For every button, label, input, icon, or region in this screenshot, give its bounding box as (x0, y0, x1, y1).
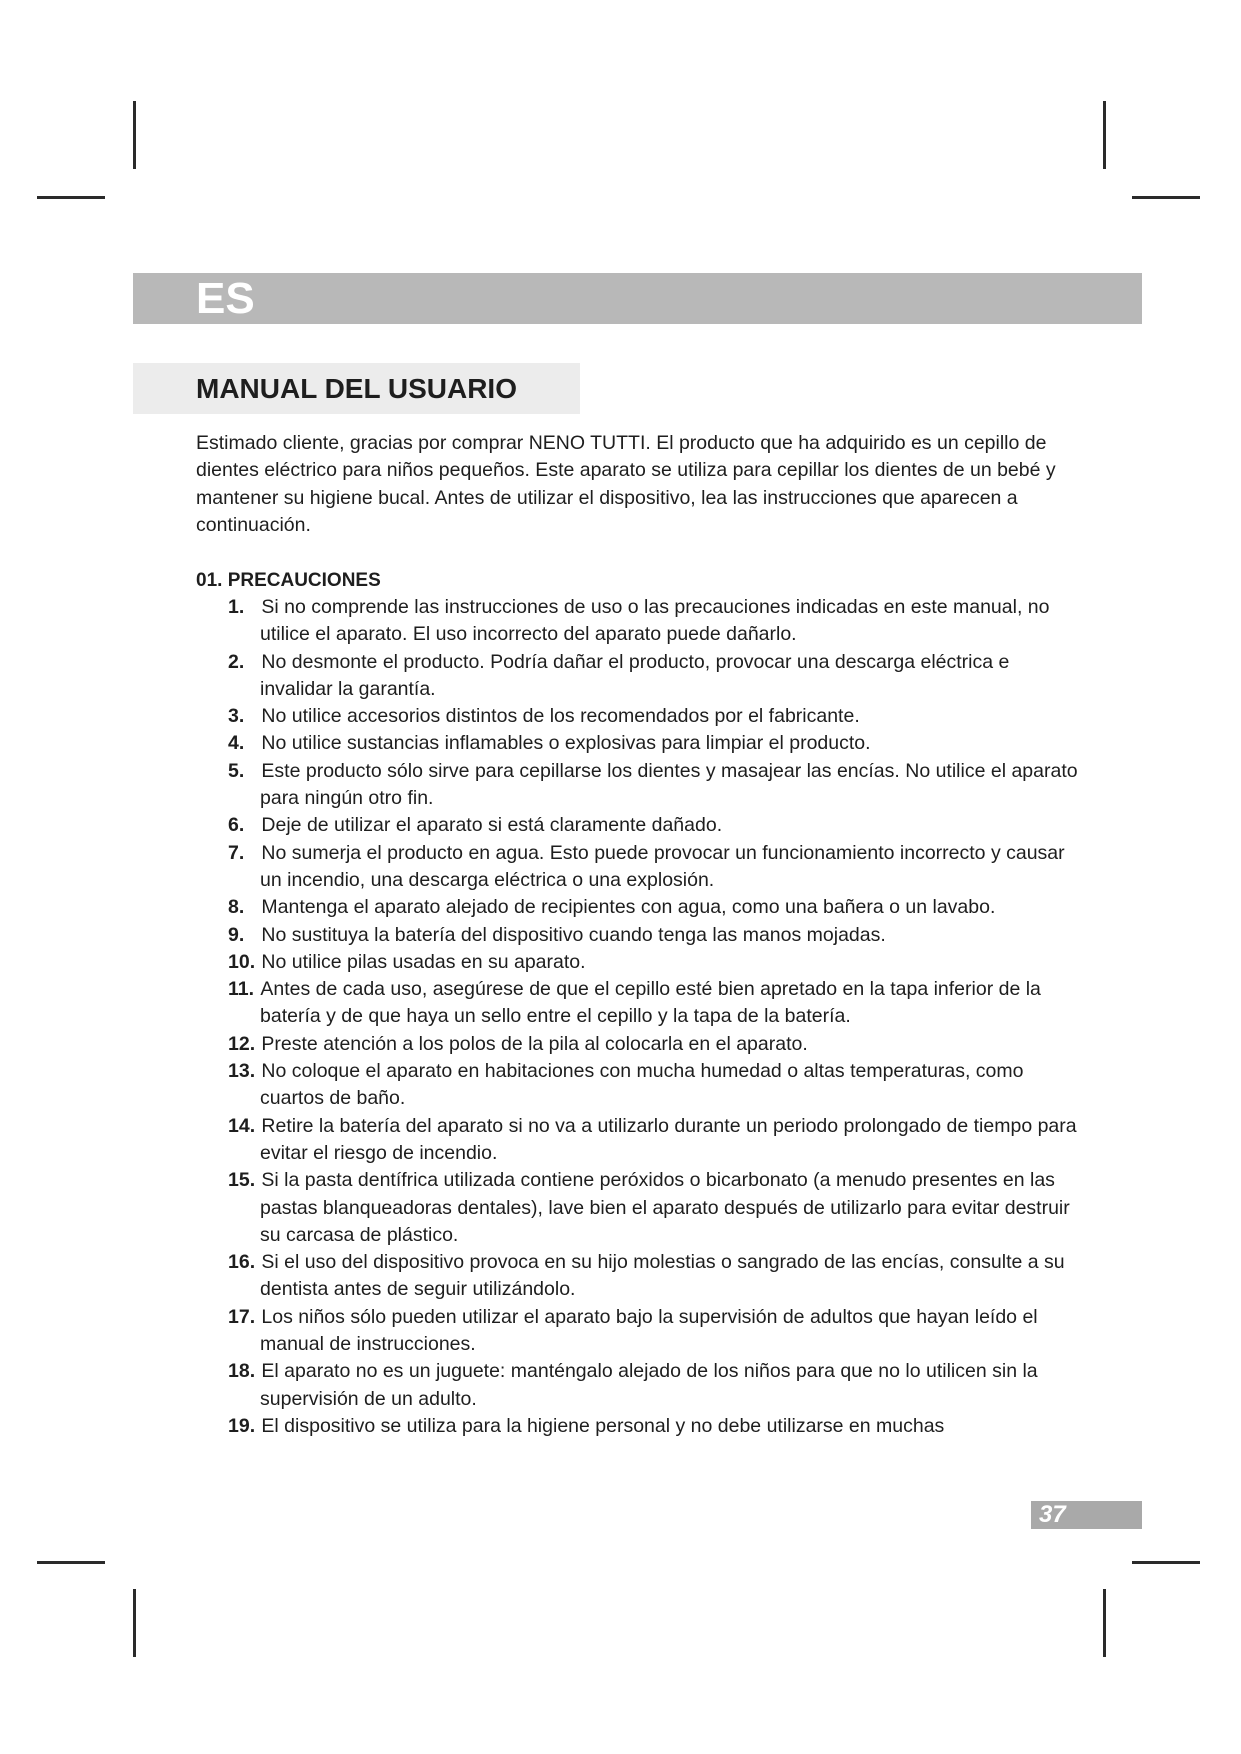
precaution-text: El dispositivo se utiliza para la higiene personal y no debe utilizarse en muchas (261, 1414, 945, 1437)
precaution-text: El aparato no es un juguete: manténgalo alejado de los niños para que no lo utilicen sin la supervisión de un adulto. (260, 1360, 1038, 1410)
precaution-text: Preste atención a los polos de la pila al colocarla en el aparato. (261, 1032, 808, 1055)
crop-mark-top-right-vertical (1103, 101, 1106, 169)
precaution-number: 18. (228, 1360, 256, 1383)
crop-mark-bottom-right-horizontal (1132, 1561, 1200, 1564)
precaution-text: No desmonte el producto. Podría dañar el producto, provocar una descarga eléctrica e invalidar la garantía. (260, 650, 1010, 700)
precaution-number: 1. (228, 596, 245, 618)
precaution-number: 5. (228, 759, 245, 782)
precaution-number: 17. (228, 1305, 256, 1328)
precaution-item (228, 922, 1078, 949)
precaution-item (228, 1249, 1078, 1304)
precaution-text: Si no comprende las instrucciones de uso o las precauciones indicadas en este manual, no utilice el aparato. El uso incorrecto del aparato puede dañarlo. (260, 596, 1050, 646)
precaution-item (228, 1304, 1078, 1359)
crop-mark-bottom-left-vertical (133, 1589, 136, 1657)
crop-mark-top-left-vertical (133, 101, 136, 169)
precaution-text: Si el uso del dispositivo provoca en su hijo molestias o sangrado de las encías, consulte a su dentista antes de seguir utilizándolo. (260, 1251, 1065, 1301)
precaution-item (228, 594, 1078, 649)
precaution-text: No utilice accesorios distintos de los recomendados por el fabricante. (261, 705, 860, 728)
precaution-item (228, 649, 1078, 704)
page-title: MANUAL DEL USUARIO (196, 373, 517, 404)
page-number-box (1031, 1501, 1142, 1529)
precaution-number: 7. (228, 841, 245, 864)
crop-mark-top-left-horizontal (37, 196, 105, 199)
title-box (133, 363, 580, 414)
precaution-item (228, 730, 1078, 757)
precaution-item (228, 1358, 1078, 1413)
precautions-list (228, 594, 1078, 1440)
precaution-text: Retire la batería del aparato si no va a utilizarlo durante un periodo prolongado de tiempo para evitar el riesgo de incendio. (260, 1114, 1077, 1164)
precaution-item (228, 1167, 1078, 1249)
precaution-number: 11. (228, 978, 255, 1001)
precaution-text: Los niños sólo pueden utilizar el aparato bajo la supervisión de adultos que hayan leído el manual de instrucciones. (260, 1305, 1038, 1356)
precaution-item (228, 812, 1078, 839)
precaution-item (228, 976, 1078, 1031)
language-code: ES (196, 274, 255, 323)
precaution-item (228, 1031, 1078, 1058)
precaution-item (228, 1113, 1078, 1168)
precaution-number: 6. (228, 814, 245, 837)
precaution-number: 19. (228, 1414, 256, 1437)
precaution-text: No sustituya la batería del dispositivo cuando tenga las manos mojadas. (261, 923, 886, 946)
precaution-text: No coloque el aparato en habitaciones con mucha humedad o altas temperaturas, como cuartos de baño. (260, 1060, 1024, 1110)
section-heading: 01. PRECAUCIONES (196, 570, 381, 591)
crop-mark-bottom-right-vertical (1103, 1589, 1106, 1657)
precaution-number: 9. (228, 923, 245, 946)
precaution-number: 12. (228, 1032, 256, 1055)
precaution-item (228, 703, 1078, 730)
precaution-number: 14. (228, 1114, 256, 1137)
precaution-text: Si la pasta dentífrica utilizada contiene peróxidos o bicarbonato (a menudo presentes en las pastas blanqueadoras dentales), lave bien el aparato después de utilizarlo para evitar destruir su carcasa de plástico. (260, 1169, 1070, 1246)
precaution-text: No utilice sustancias inflamables o explosivas para limpiar el producto. (261, 732, 871, 755)
language-band (133, 273, 1142, 324)
precaution-item (228, 1058, 1078, 1113)
precaution-item (228, 894, 1078, 921)
precaution-text: Este producto sólo sirve para cepillarse los dientes y masajear las encías. No utilice el aparato para ningún otro fin. (260, 759, 1078, 810)
precaution-number: 16. (228, 1251, 256, 1274)
precaution-number: 15. (228, 1169, 256, 1192)
precaution-item (228, 949, 1078, 976)
precaution-text: Mantenga el aparato alejado de recipientes con agua, como una bañera o un lavabo. (261, 896, 996, 919)
precaution-number: 4. (228, 732, 245, 755)
intro-paragraph: Estimado cliente, gracias por comprar NENO TUTTI. El producto que ha adquirido es un cepillo de dientes eléctrico para niños pequeños. Este aparato se utiliza para cepillar los dientes de un bebé y mantener su higiene bucal. Antes de utilizar el dispositivo, lea las instrucciones que aparecen a continuación. (196, 432, 1056, 536)
precaution-item (228, 758, 1078, 813)
precaution-number: 10. (228, 950, 256, 973)
precaution-text: Deje de utilizar el aparato si está claramente dañado. (261, 814, 723, 837)
precaution-item (228, 840, 1078, 895)
precaution-number: 3. (228, 705, 245, 728)
precaution-number: 2. (228, 650, 245, 673)
page-number: 37 (1039, 1501, 1066, 1528)
precaution-number: 13. (228, 1060, 256, 1083)
crop-mark-top-right-horizontal (1132, 196, 1200, 199)
crop-mark-bottom-left-horizontal (37, 1561, 105, 1564)
precaution-text: Antes de cada uso, asegúrese de que el cepillo esté bien apretado en la tapa inferior de la batería y de que haya un sello entre el cepillo y la tapa de la batería. (260, 978, 1041, 1028)
precaution-text: No utilice pilas usadas en su aparato. (261, 950, 586, 973)
precaution-text: No sumerja el producto en agua. Esto puede provocar un funcionamiento incorrecto y causar un incendio, una descarga eléctrica o una explosión. (260, 841, 1065, 891)
precaution-number: 8. (228, 896, 245, 919)
precaution-item (228, 1413, 1078, 1440)
